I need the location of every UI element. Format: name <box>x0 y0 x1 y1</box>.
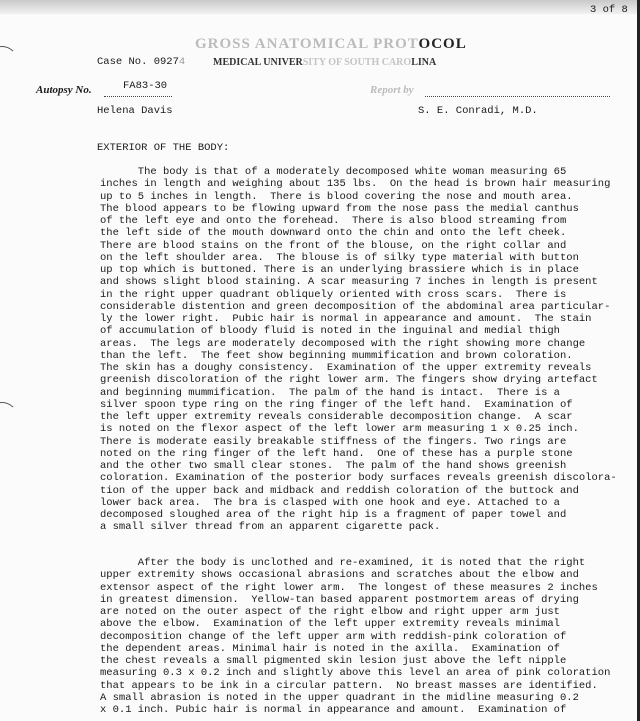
text-line: up to 5 inches in length. There is blood covering the nose and mouth area. <box>100 190 573 203</box>
text-line: There are blood stains on the front of the blouse, on the right collar and <box>100 239 567 252</box>
text-line: up top which is buttoned. There is an underlying brassiere which is in place <box>100 264 579 276</box>
text-line: noted on the ring finger of the left hand. One of these has a purple stone <box>100 447 573 460</box>
scan-top-shadow <box>0 0 640 14</box>
text-line: and shows slight blood staining. A scar measuring 7 inches in length is present <box>100 276 598 289</box>
text-line: and beginning mummification. The palm of the hand is intact. There is a <box>100 386 560 399</box>
text-line: the dependent areas. Minimal hair is noted in the axilla. Examination of <box>100 642 560 655</box>
text-line: the chest reveals a small pigmented skin lesion just above the left nipple <box>100 655 567 667</box>
punch-hole-mark <box>0 402 18 434</box>
case-label: Case No. 0927 <box>97 56 179 68</box>
text-line: measuring 0.3 x 0.2 inch and slightly above this level an area of pink coloration <box>100 667 611 680</box>
text-line: After the body is unclothed and re-examined, it is noted that the right <box>100 557 586 569</box>
decedent-name: Helena Davis <box>97 105 173 117</box>
text-line: above the elbow. Examination of the left upper extremity reveals minimal <box>100 618 560 631</box>
text-line: upper extremity shows occasional abrasions and scratches about the elbow and <box>100 569 579 582</box>
text-line: than the left. The feet show beginning mummification and brown coloration. <box>100 349 573 362</box>
case-suffix: 4 <box>178 56 186 68</box>
text-line: tion of the upper back and midback and reddish coloration of the buttock and <box>100 484 579 497</box>
title-faded: GROSS ANATOMICAL PROT <box>195 36 419 52</box>
text-line: coloration. Examination of the posterior body surfaces reveals greenish discolora- <box>100 472 617 485</box>
title-dark: OCOL <box>418 36 467 52</box>
text-line: The body is that of a moderately decomposed white woman measuring 65 <box>100 166 567 178</box>
text-line: silver spoon type ring on the ring finger of the left hand. Examination of <box>100 398 573 411</box>
institution-name <box>213 57 436 68</box>
text-line: decomposed sloughed area of the right hip is a fragment of paper towel and <box>100 509 567 521</box>
text-line: decomposition change of the left upper arm with reddish-pink coloration of <box>100 630 567 643</box>
text-line: The blood appears to be flowing upward from the nose pass the medial canthus <box>100 202 579 215</box>
punch-hole-mark <box>0 46 18 78</box>
text-line: inches in length and weighing about 135 lbs. On the head is brown hair measuring <box>100 178 611 191</box>
text-line: the left upper extremity reveals considerable decomposition change. A scar <box>100 411 573 423</box>
text-line: are noted on the outer aspect of the right elbow and right upper arm just <box>100 606 560 618</box>
section-heading: EXTERIOR OF THE BODY: <box>97 142 230 154</box>
univ-part: MEDICAL UNIVER <box>213 57 303 68</box>
reporter-name: S. E. Conradi, M.D. <box>418 105 538 117</box>
case-number <box>97 56 185 68</box>
text-line: of accumulation of bloody fluid is noted in the inguinal and medial thigh <box>100 325 560 338</box>
autopsy-number: FA83-30 <box>123 80 168 92</box>
page-indicator: 3 of 8 <box>590 4 628 16</box>
text-line: is noted on the flexor aspect of the left lower arm measuring 1 x 0.25 inch. <box>100 423 579 436</box>
text-line: in the right upper quadrant obliquely oriented with cross scars. There is <box>100 288 567 301</box>
text-line: the left side of the mouth downward onto the chin and onto the left cheek. <box>100 227 567 240</box>
paragraph-exterior-1 <box>100 166 630 534</box>
report-underline <box>425 96 610 97</box>
report-by-label: Report by <box>370 84 414 96</box>
document-title <box>195 36 467 53</box>
text-line: x 0.1 inch. Pubic hair is normal in appearance and amount. Examination of <box>100 704 567 716</box>
text-line: of the left eye and onto the forehead. There is also blood streaming from <box>100 215 567 227</box>
text-line: greenish discoloration of the right lower arm. The fingers show drying artefact <box>100 374 598 387</box>
text-line: in greatest dimension. Yellow-tan based apparent postmortem areas of drying <box>100 593 579 606</box>
text-line: a small silver thread from an apparent cigarette pack. <box>100 521 441 534</box>
univ-part: LINA <box>411 57 437 68</box>
text-line: ly the lower right. Pubic hair is normal in appearance and amount. The stain <box>100 313 592 325</box>
paragraph-exterior-2 <box>100 557 630 716</box>
text-line: The skin has a doughy consistency. Examination of the upper extremity reveals <box>100 362 592 374</box>
text-line: on the left shoulder area. The blouse is of silky type material with button <box>100 251 579 264</box>
univ-part: SITY OF SOUTH CARO <box>302 57 412 68</box>
text-line: and the other two small clear stones. The palm of the hand shows greenish <box>100 460 567 472</box>
text-line: extensor aspect of the right lower arm. The longest of these measures 2 inches <box>100 581 598 594</box>
text-line: There is moderate easily breakable stiffness of the fingers. Two rings are <box>100 435 567 448</box>
autopsy-label: Autopsy No. <box>36 84 92 96</box>
text-line: areas. The legs are moderately decomposed with the right showing more change <box>100 337 586 350</box>
autopsy-underline <box>104 96 172 97</box>
text-line: considerable distention and green decomposition of the abdominal area particular- <box>100 300 611 313</box>
text-line: that appears to be ink in a circular pattern. No breast masses are identified. <box>100 679 598 692</box>
text-line: A small abrasion is noted in the upper quadrant in the midline measuring 0.2 <box>100 691 579 704</box>
text-line: lower back area. The bra is clasped with one hook and eye. Attached to a <box>100 496 560 509</box>
